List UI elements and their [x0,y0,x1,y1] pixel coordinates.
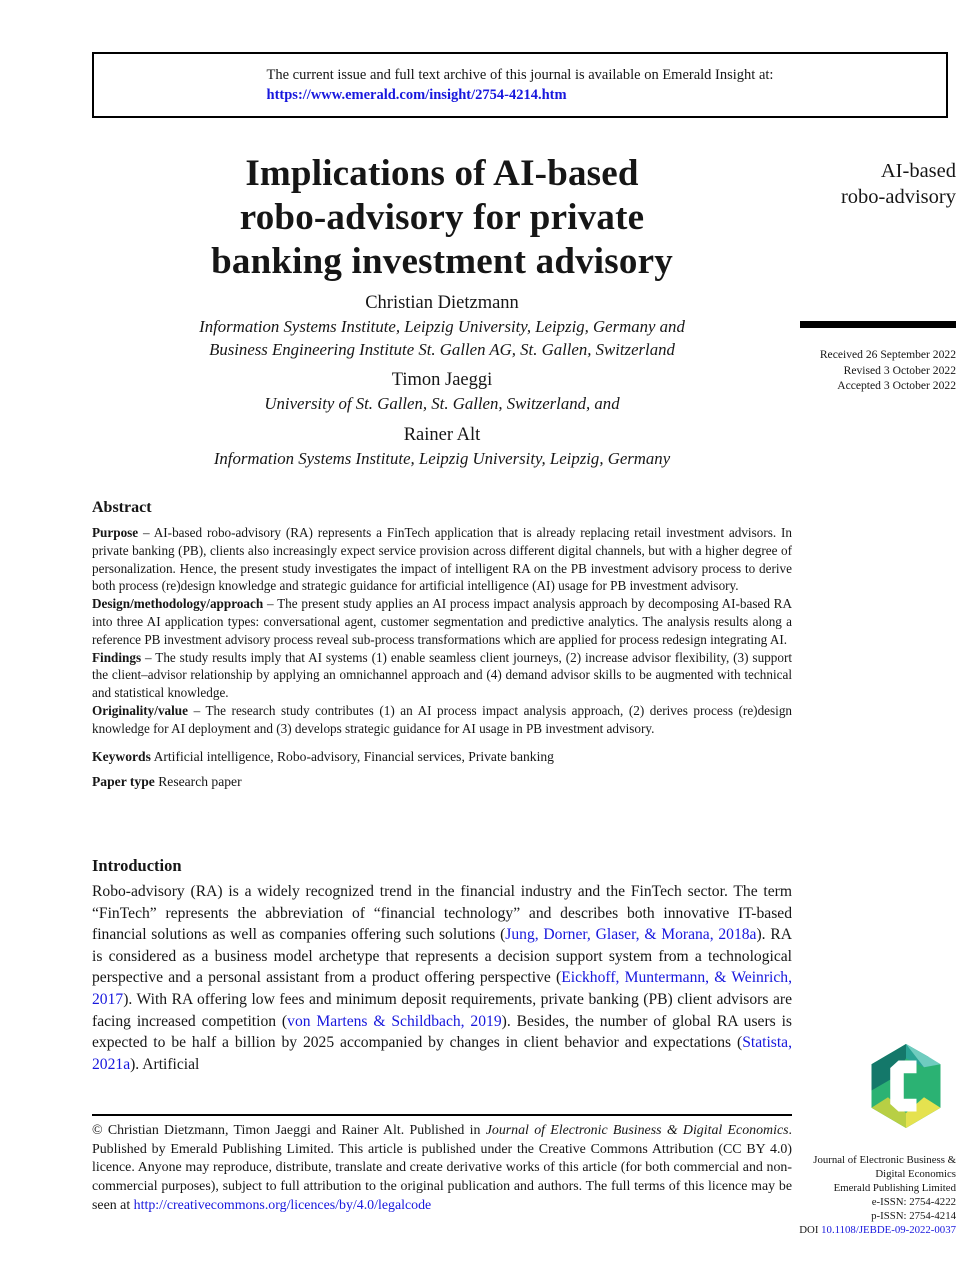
sidebar-divider-bar [800,321,956,328]
findings-text: – The study results imply that AI systems (1) enable seamless client journeys, (2) increase advisor flexibility, (3) support the client–advisor relationship by applying an omnichannel approach and (4) demand advisor skills to be augmented with technical and statistical knowledge. [92,649,792,701]
colophon-publisher-line: Emerald Publishing Limited [833,1182,956,1194]
intro-text: ). With RA offering low fees and minimum deposit requirements, private banking (PB) client advisors are facing increased competition ( [92,990,792,1030]
originality-text: – The research study contributes (1) an AI process impact analysis approach, (2) derives process (re)design knowledge for AI deployment and (3) develops strategic guidance for AI usage in PB investment advisory. [92,702,793,736]
colophon-journal-line: Journal of Electronic Business & [813,1154,956,1166]
copyright-licence-note [92,1114,792,1216]
citation-link[interactable]: von Martens & Schildbach, 2019 [287,1012,502,1030]
citation-link[interactable]: Eickhoff, Muntermann, & Weinrich, 2017 [92,969,792,1008]
paper-type-label: Paper type [92,773,155,789]
keywords-line [92,748,792,766]
purpose-label: Purpose [92,525,139,540]
intro-text: ). RA is considered as a business model archetype that represents a decision support system from a technological perspective and a personal assistant from a product offering perspective ( [92,926,792,987]
archive-notice-text: The current issue and full text archive of this journal is available on Emerald Insight at: [266,67,774,83]
colophon-journal-line: Digital Economics [875,1168,956,1180]
abstract-design [92,595,792,648]
intro-text: Robo-advisory (RA) is a widely recognized trend in the financial industry and the FinTech sector. The term “FinTech” represents the abbreviation of “financial technology” and describes both innovative IT-based financial solutions as well as companies offering such solutions ( [92,883,792,944]
title-line-1: Implications of AI-based [245,153,639,194]
intro-text: ). Besides, the number of global RA users is expected to be half a billion by 2025 accompanied by changes in client behavior and expectations ( [92,1012,792,1052]
emerald-logo [870,1044,942,1128]
footer-text: © Christian Dietzmann, Timon Jaeggi and Rainer Alt. Published in [92,1123,481,1138]
design-label: Design/methodology/approach [92,596,264,612]
abstract-heading: Abstract [92,499,152,516]
author-affiliation: Information Systems Institute, Leipzig University, Leipzig, Germany and [199,317,685,336]
introduction-heading: Introduction [92,856,182,875]
design-text: – The present study applies an AI process impact analysis approach by decomposing AI-based RA into three AI application types: conversational agent, customer segmentation and predictive analytics. The analysis results along a reference PB investment advisory process reveal sub-process transformations which are applied for process redesign integrating AI. [92,596,793,647]
article-title [92,152,792,284]
revised-date: Revised 3 October 2022 [843,363,956,377]
received-date: Received 26 September 2022 [819,348,956,361]
paper-type-line [92,773,792,791]
running-title-line-1: AI-based [880,160,956,182]
originality-label: Originality/value [92,702,188,718]
author-name: Rainer Alt [403,424,481,445]
footer-licence-link[interactable]: http://creativecommons.org/licences/by/4.0/legalcode [133,1197,432,1213]
abstract-purpose [92,524,792,595]
archive-notice-box [92,52,948,118]
running-title [800,158,956,210]
title-line-2: robo-advisory for private [239,197,645,238]
findings-label: Findings [92,649,142,665]
citation-link[interactable]: Statista, 2021a [92,1034,792,1073]
accepted-date: Accepted 3 October 2022 [837,379,956,393]
author-name: Timon Jaeggi [391,370,493,390]
doi-link[interactable]: 10.1108/JEBDE-09-2022-0037 [821,1224,956,1236]
introduction-section [92,856,792,1075]
colophon-text [796,1153,956,1237]
title-authors-block [92,152,792,470]
title-line-3: banking investment advisory [211,241,673,282]
colophon-doi-line [796,1223,956,1237]
author-affiliation: Business Engineering Institute St. Gallen AG, St. Gallen, Switzerland [209,339,675,359]
paper-type-text: Research paper [158,773,242,789]
author-affiliation: University of St. Gallen, St. Gallen, Switzerland, and [264,394,620,413]
abstract-originality [92,702,792,738]
author-affiliation: Information Systems Institute, Leipzig University, Leipzig, Germany [213,448,671,468]
colophon-eissn-line: e-ISSN: 2754-4222 [871,1196,956,1208]
archive-notice-link[interactable]: https://www.emerald.com/insight/2754-4214.htm [266,87,567,103]
intro-text: ). Artificial [130,1055,200,1073]
doi-label: DOI [799,1224,819,1236]
article-history [800,347,956,394]
journal-colophon [796,1044,956,1237]
running-title-line-2: robo-advisory [840,186,956,208]
keywords-label: Keywords [92,748,151,764]
purpose-text: – AI-based robo-advisory (RA) represents a FinTech application that is already replacing retail investment advisors. In private banking (PB), clients also increasingly expect service provision across different digital channels, but with a higher degree of personalization. Hence, the present study investigates the impact of intelligent RA on the PB investment advisory process to derive both process (re)design knowledge and strategic guidance for artificial intelligence (AI) usage for PB investment advisory. [92,525,792,594]
abstract-section [92,499,792,791]
introduction-paragraph [92,881,792,1075]
author-name: Christian Dietzmann [365,293,519,313]
footer-text: . Published by Emerald Publishing Limited. This article is published under the Creative Commons Attribution (CC BY 4.0) licence. Anyone may reproduce, distribute, translate and create derivative works of this article (for both commercial and non-commercial purposes), subject to full attribution to the original publication and authors. The full terms of this licence may be seen at [92,1123,792,1213]
colophon-pissn-line: p-ISSN: 2754-4214 [871,1210,956,1222]
footer-journal-name: Journal of Electronic Business & Digital Economics [485,1123,789,1138]
abstract-findings [92,649,792,702]
citation-link[interactable]: Jung, Dorner, Glaser, & Morana, 2018a [505,926,757,944]
keywords-text: Artificial intelligence, Robo-advisory, Financial services, Private banking [153,748,554,764]
